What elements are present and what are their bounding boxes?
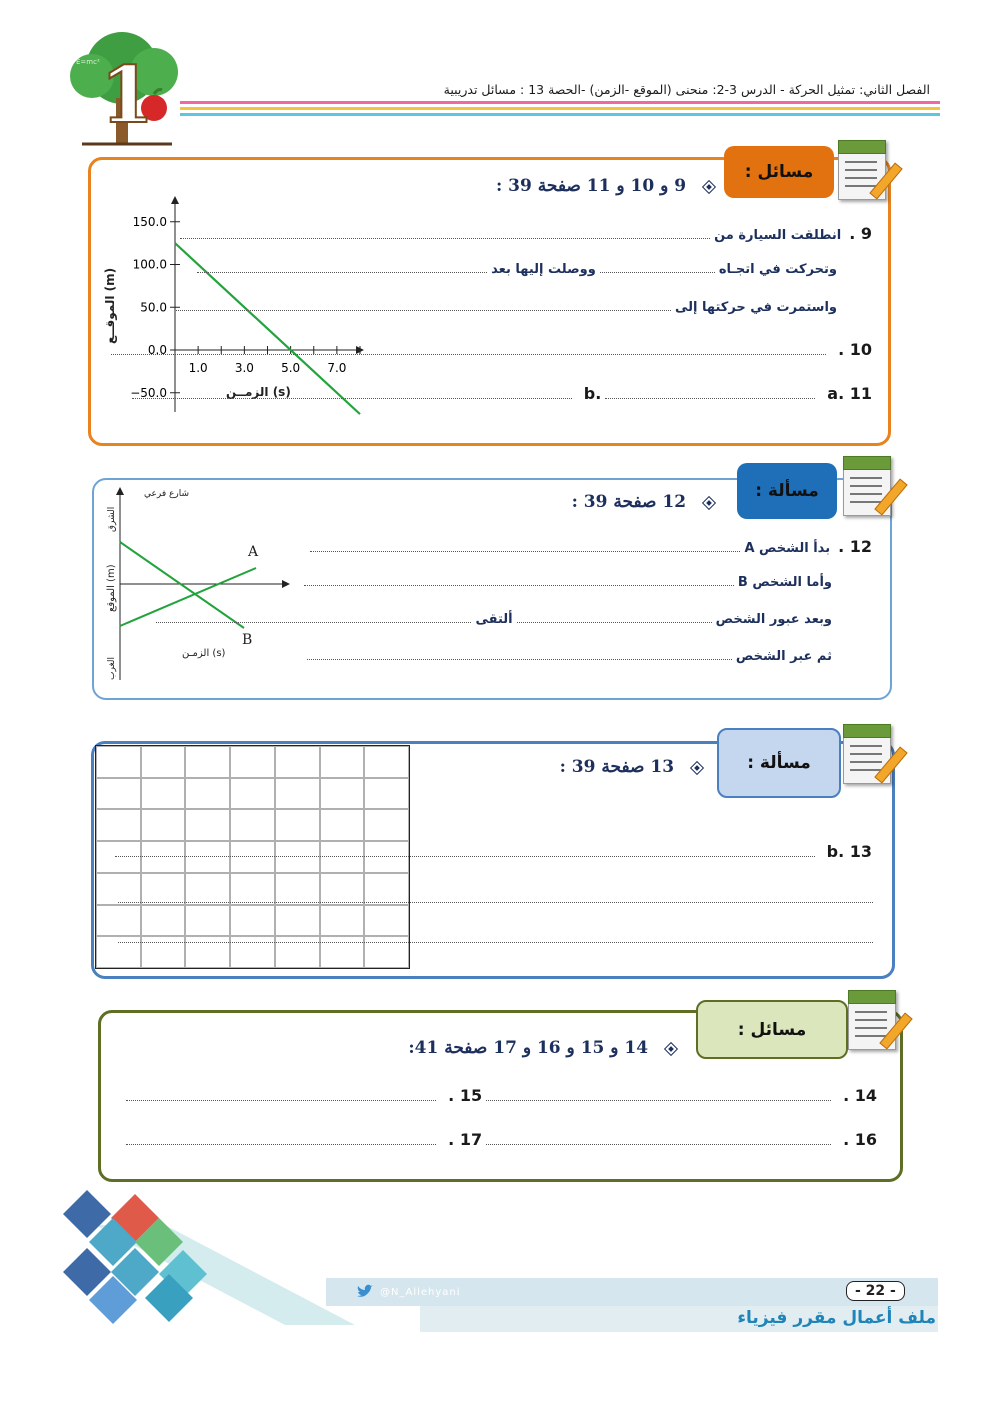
header-title: الفصل الثاني: تمثيل الحركة - الدرس 3-2: منحنى (الموقع -الزمن) -الحصة 13 : مسائل تدريبية (443, 82, 930, 97)
q11-row (128, 384, 872, 403)
section1-tab-label: مسائل : (744, 162, 814, 182)
x-tick-label: 1.0 (188, 361, 208, 375)
x-axis-label: الزمــن (s) (226, 385, 291, 399)
section3-tab-label: مسألة : (747, 753, 811, 773)
line-b-label: B (242, 632, 253, 648)
header-logo (62, 28, 192, 148)
section3-heading: 13 صفحة 39 : (560, 757, 702, 777)
header-stripe-cyan (180, 113, 940, 116)
diamond-bullet-icon (702, 495, 716, 509)
answer-line[interactable] (118, 902, 873, 903)
y-axis-arrow (171, 196, 179, 204)
answer-line[interactable] (156, 621, 471, 623)
answer-line[interactable] (486, 1143, 831, 1145)
section2-tab-label: مسألة : (755, 481, 819, 501)
answer-line[interactable] (605, 397, 815, 399)
notepad-icon (843, 724, 891, 784)
y-tick-label: 100.0 (132, 257, 167, 272)
section2-heading: 12 صفحة 39 : (572, 492, 714, 512)
diamond-bullet-icon (702, 179, 716, 193)
q12-line2-text: وأما الشخص B (737, 575, 832, 590)
logo-number: 1 (100, 50, 155, 141)
diamond-bullet-icon (690, 760, 704, 774)
answer-line[interactable] (126, 1099, 436, 1101)
q15-number: 15 . (448, 1086, 483, 1105)
footer-decoration (55, 1190, 355, 1335)
q14-q15-row (122, 1086, 877, 1105)
x-tick-label: 3.0 (234, 361, 254, 375)
q10-number: 10 . (838, 340, 872, 359)
q12-line3a-text: وبعد عبور الشخص (715, 612, 832, 627)
y-axis-label: الموقع (m) (106, 564, 117, 612)
q12-line3b-text: ألتقى (475, 612, 513, 627)
q9-row3 (172, 300, 837, 315)
answer-line[interactable] (115, 855, 815, 857)
section2-tab (737, 463, 837, 519)
q10-row (107, 340, 872, 359)
answer-line[interactable] (118, 942, 873, 943)
answer-line[interactable] (600, 271, 715, 273)
answer-line[interactable] (486, 1099, 831, 1101)
logo-formula: E=mc² (76, 58, 100, 66)
section1-tab (724, 146, 834, 198)
q13b-row (111, 842, 872, 861)
diamond-bullet-icon (664, 1041, 678, 1055)
x-tick-label: 7.0 (327, 361, 347, 375)
section4-heading: 14 و 15 و 16 و 17 صفحة 41: (408, 1038, 676, 1058)
q12-line1-text: بدأ الشخص A (744, 541, 831, 556)
y-axis-label: الموقــع (m) (103, 267, 117, 344)
answer-line[interactable] (126, 1143, 436, 1145)
west-label: الغرب (107, 656, 117, 680)
q16-number: 16 . (843, 1130, 877, 1149)
q12-row3 (152, 612, 832, 627)
answer-line[interactable] (197, 271, 487, 273)
y-tick-label: −50.0 (130, 385, 167, 400)
x-axis-arrow (282, 580, 290, 588)
q9-row2 (193, 262, 837, 277)
q17-number: 17 . (448, 1130, 483, 1149)
answer-line[interactable] (517, 621, 712, 623)
top-label: شارع فرعي (144, 489, 189, 499)
answer-line[interactable] (132, 397, 572, 399)
answer-line[interactable] (307, 658, 732, 660)
answer-line[interactable] (180, 237, 710, 239)
q12-row4 (303, 649, 832, 664)
answer-line[interactable] (310, 550, 740, 552)
notepad-icon (843, 456, 891, 516)
line-a-label: A (248, 544, 259, 560)
x-tick-label: 5.0 (281, 361, 301, 375)
q11b-number: .b (583, 384, 602, 403)
header-stripe-pink (180, 101, 940, 104)
q13b-number: 13 .b (826, 842, 872, 861)
q9-line2b-text: ووصلت إليها بعد (491, 262, 596, 277)
y-tick-label: 150.0 (132, 214, 167, 229)
y-tick-label: 0.0 (147, 343, 167, 357)
page-number: - 22 - (846, 1281, 905, 1301)
q12-row1 (306, 537, 872, 556)
q9-number: 9 . (849, 224, 872, 243)
section4-tab (696, 1000, 848, 1059)
q12-line4-text: ثم عبر الشخص (735, 649, 832, 664)
section4-tab-label: مسائل : (737, 1019, 807, 1040)
q9-line3-text: واستمرت في حركتها إلى (674, 300, 837, 315)
answer-line[interactable] (304, 584, 734, 586)
q12-row2 (300, 575, 832, 590)
y-axis-arrow (116, 487, 124, 495)
q9-line2a-text: وتحركت في اتجـاه (718, 262, 837, 277)
section3-tab (717, 728, 841, 798)
y-tick-label: 50.0 (140, 300, 167, 315)
position-time-graph-2 (100, 484, 300, 684)
notepad-icon (838, 140, 886, 200)
answer-line[interactable] (176, 309, 671, 311)
footer-caption: ملف أعمال مقرر فيزياء (737, 1308, 936, 1328)
q14-number: 14 . (843, 1086, 877, 1105)
x-axis-label: الزمـن (s) (182, 648, 226, 659)
q16-q17-row (122, 1130, 877, 1149)
answer-line[interactable] (111, 353, 826, 355)
twitter-icon (356, 1284, 374, 1300)
east-label: الشرق (107, 506, 117, 532)
twitter-handle: @N_Allehyani (380, 1287, 461, 1298)
notepad-icon (848, 990, 896, 1050)
section1-heading: 9 و 10 و 11 صفحة 39 : (496, 176, 714, 196)
q12-number: 12 . (838, 537, 872, 556)
q9-line1-text: انطلقت السيارة من (714, 228, 842, 243)
header-stripe-yellow (180, 107, 940, 110)
q11a-number: 11 .a (827, 384, 872, 403)
q9-row1 (176, 224, 872, 243)
